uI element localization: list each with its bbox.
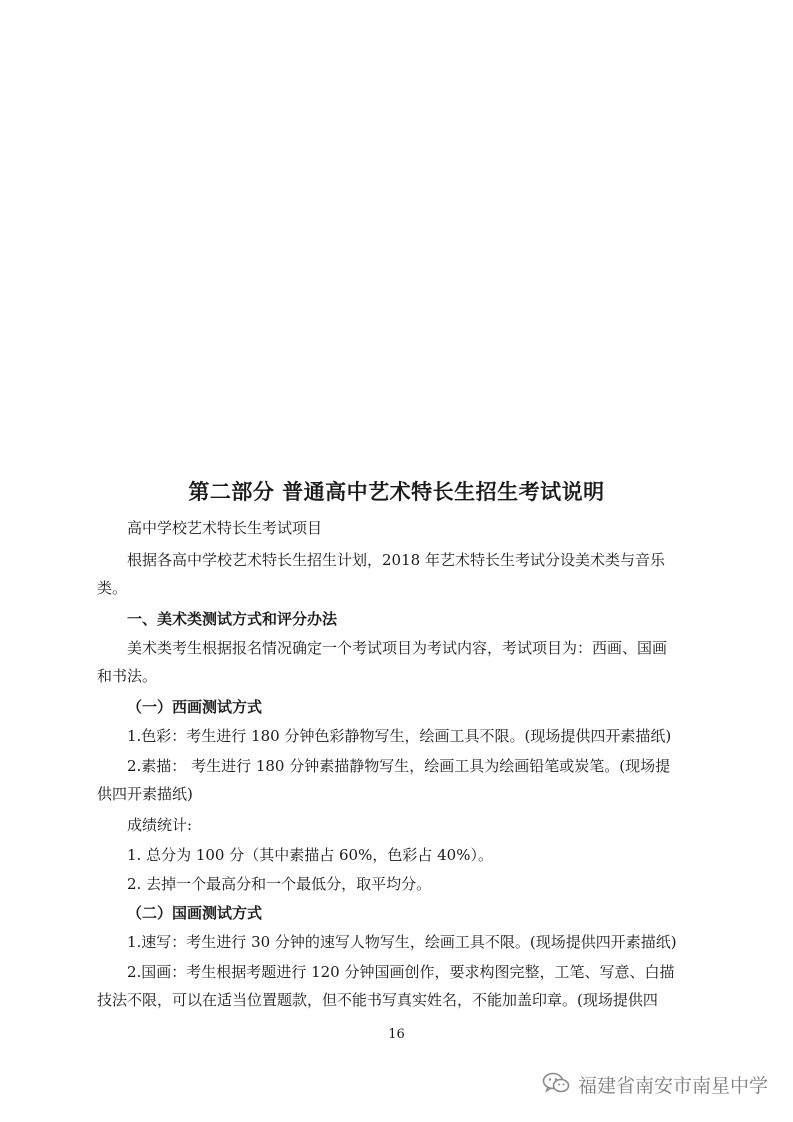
intro-paragraph-line-2: 类。 <box>97 579 128 597</box>
chinese-item-painting-line-1: 2.国画：考生根据考题进行 120 分钟国画创作，要求构图完整，工笔、写意、白描 <box>127 963 675 981</box>
wechat-icon <box>542 1072 570 1098</box>
scoring-item-1: 1. 总分为 100 分（其中素描占 60%，色彩占 40%）。 <box>127 846 493 864</box>
page-title: 第二部分 普通高中艺术特长生招生考试说明 <box>188 480 605 504</box>
western-item-sketch-line-2: 供四开素描纸) <box>97 785 193 803</box>
scoring-label: 成绩统计: <box>127 816 193 834</box>
chinese-item-painting-line-2: 技法不限，可以在适当位置题款，但不能书写真实姓名，不能加盖印章。(现场提供四 <box>97 991 658 1009</box>
scoring-item-2: 2. 去掉一个最高分和一个最低分，取平均分。 <box>127 875 432 893</box>
western-item-sketch-line-1: 2.素描： 考生进行 180 分钟素描静物写生，绘画工具为绘画铅笔或炭笔。(现场提 <box>127 757 671 775</box>
western-item-color: 1.色彩：考生进行 180 分钟色彩静物写生，绘画工具不限。(现场提供四开素描纸) <box>127 727 672 745</box>
subsection-heading-chinese: （二）国画测试方式 <box>127 904 263 922</box>
subsection-heading-western: （一）西画测试方式 <box>127 698 263 716</box>
page-number: 16 <box>388 1027 405 1042</box>
watermark <box>542 1071 768 1098</box>
subtitle: 高中学校艺术特长生考试项目 <box>127 519 323 537</box>
chinese-item-speed-sketch: 1.速写：考生进行 30 分钟的速写人物写生，绘画工具不限。(现场提供四开素描纸) <box>127 933 677 951</box>
section-heading-art: 一、美术类测试方式和评分办法 <box>127 610 338 628</box>
intro-paragraph-line-1: 根据各高中学校艺术特长生招生计划，2018 年艺术特长生考试分设美术类与音乐 <box>127 551 665 569</box>
art-paragraph-line-1: 美术类考生根据报名情况确定一个考试项目为考试内容，考试项目为：西画、国画 <box>127 639 668 657</box>
art-paragraph-line-2: 和书法。 <box>97 667 158 685</box>
watermark-text: 福建省南安市南星中学 <box>578 1075 769 1097</box>
